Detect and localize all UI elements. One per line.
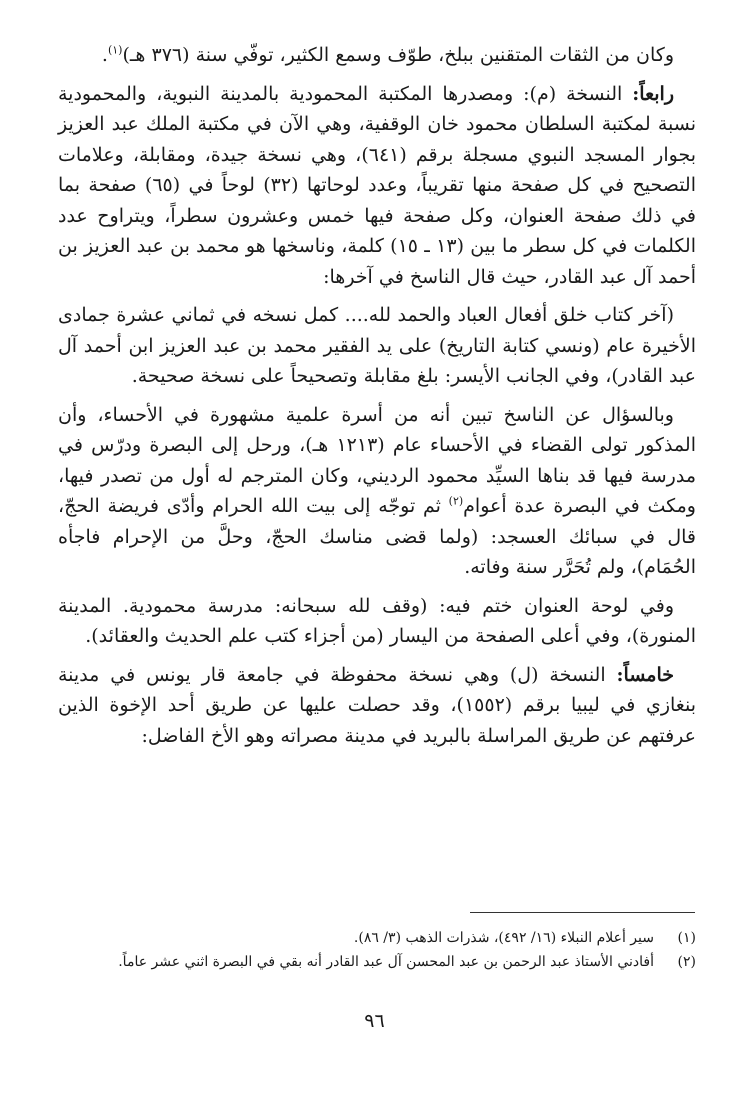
paragraph-4: [58, 400, 696, 583]
footnote-1: [58, 926, 696, 950]
paragraph-6-lead: خامساً:: [616, 663, 674, 686]
paragraph-2-lead: رابعاً:: [632, 82, 674, 105]
paragraph-4-after: ثم توجّه إلى بيت الله الحرام وأدّى فريضة الحجّ، قال في سبائك العسجد: (ولما قضى مناسك الحجّ، وحلَّ من الإحرام فاجأه الحُمَام)، ولم تُحَرَّر سنة وفاته.: [58, 495, 696, 578]
footnote-2-text: أفادني الأستاذ عبد الرحمن بن عبد المحسن آل عبد القادر أنه بقي في البصرة اثني عشر عاماً.: [118, 954, 654, 970]
footnotes: [58, 926, 696, 974]
footnote-1-text: سير أعلام النبلاء (١٦/ ٤٩٢)، شذرات الذهب (٣/ ٨٦).: [353, 930, 654, 946]
footnote-ref-2: (٢): [448, 494, 464, 508]
footnote-2: [58, 950, 696, 974]
paragraph-4-text: وبالسؤال عن الناسخ تبين أنه من أسرة علمية مشهورة في الأحساء، وأن المذكور تولى القضاء في الأحساء عام (١٢١٣ هـ)، ورحل إلى البصرة ودرّس في مدرسة فيها قد بناها السيِّد محمود الرديني، وكان المترجم له أول من تصدر فيها، ومكث في البصرة عدة أعوام: [58, 403, 696, 517]
paragraph-3: [58, 300, 696, 392]
footnote-2-number: (٢): [677, 954, 696, 970]
footnote-divider: [470, 912, 695, 913]
paragraph-5-text: وفي لوحة العنوان ختم فيه: (وقف لله سبحانه: مدرسة محمودية. المدينة المنورة)، وفي أعلى الصفحة من اليسار (من أجزاء كتب علم الحديث والعقائد).: [58, 594, 696, 647]
paragraph-3-text: (آخر كتاب خلق أفعال العباد والحمد لله.... كمل نسخه في ثماني عشرة جمادى الأخيرة عام (ونسي كتابة التاريخ) على يد الفقير محمد بن عبد العزيز ابن أحمد آل عبد القادر)، وفي الجانب الأيسر: بلغ مقابلة وتصحيحاً على نسخة صحيحة.: [58, 304, 696, 387]
paragraph-1-text: وكان من الثقات المتقنين ببلخ، طوّف وسمع الكثير، توفّي سنة (٣٧٦ هـ): [122, 44, 674, 66]
paragraph-2-text: النسخة (م): ومصدرها المكتبة المحمودية بالمدينة النبوية، والمحمودية نسبة لمكتبة السلطان محمود خان الوقفية، وهي الآن في مكتبة الملك عبد العزيز بجوار المسجد النبوي مسجلة برقم (٦٤١)، وهي نسخة جيدة، ومقابلة، وعلامات التصحيح في كل صفحة منها تقريباً، وعدد لوحاتها (٣٢) لوحاً في (٦٥) صفحة بما في ذلك صفحة العنوان، وكل صفحة فيها خمس وعشرون سطراً، ويتراوح عدد الكلمات في كل سطر ما بين (١٣ ـ ١٥) كلمة، وناسخها هو محمد بن عبد العزيز بن أحمد آل عبد القادر، حيث قال الناسخ في آخرها:: [58, 82, 696, 288]
footnote-ref-1: (١): [107, 43, 123, 57]
paragraph-6: [58, 660, 696, 752]
paragraph-1: [58, 40, 696, 71]
main-text: [58, 40, 696, 751]
paragraph-5: [58, 591, 696, 652]
paragraph-1-after: .: [101, 44, 108, 66]
paragraph-6-text: النسخة (ل) وهي نسخة محفوظة في جامعة قار يونس في مدينة بنغازي في ليبيا برقم (١٥٥٢)، وقد حصلت عليها عن طريق أحد الإخوة الذين عرفتهم عن طريق المراسلة بالبريد في مدينة مصراته وهو الأخ الفاضل:: [58, 663, 696, 747]
paragraph-2: [58, 79, 696, 293]
footnote-1-number: (١): [677, 930, 696, 946]
page-number: ٩٦: [364, 1010, 385, 1032]
